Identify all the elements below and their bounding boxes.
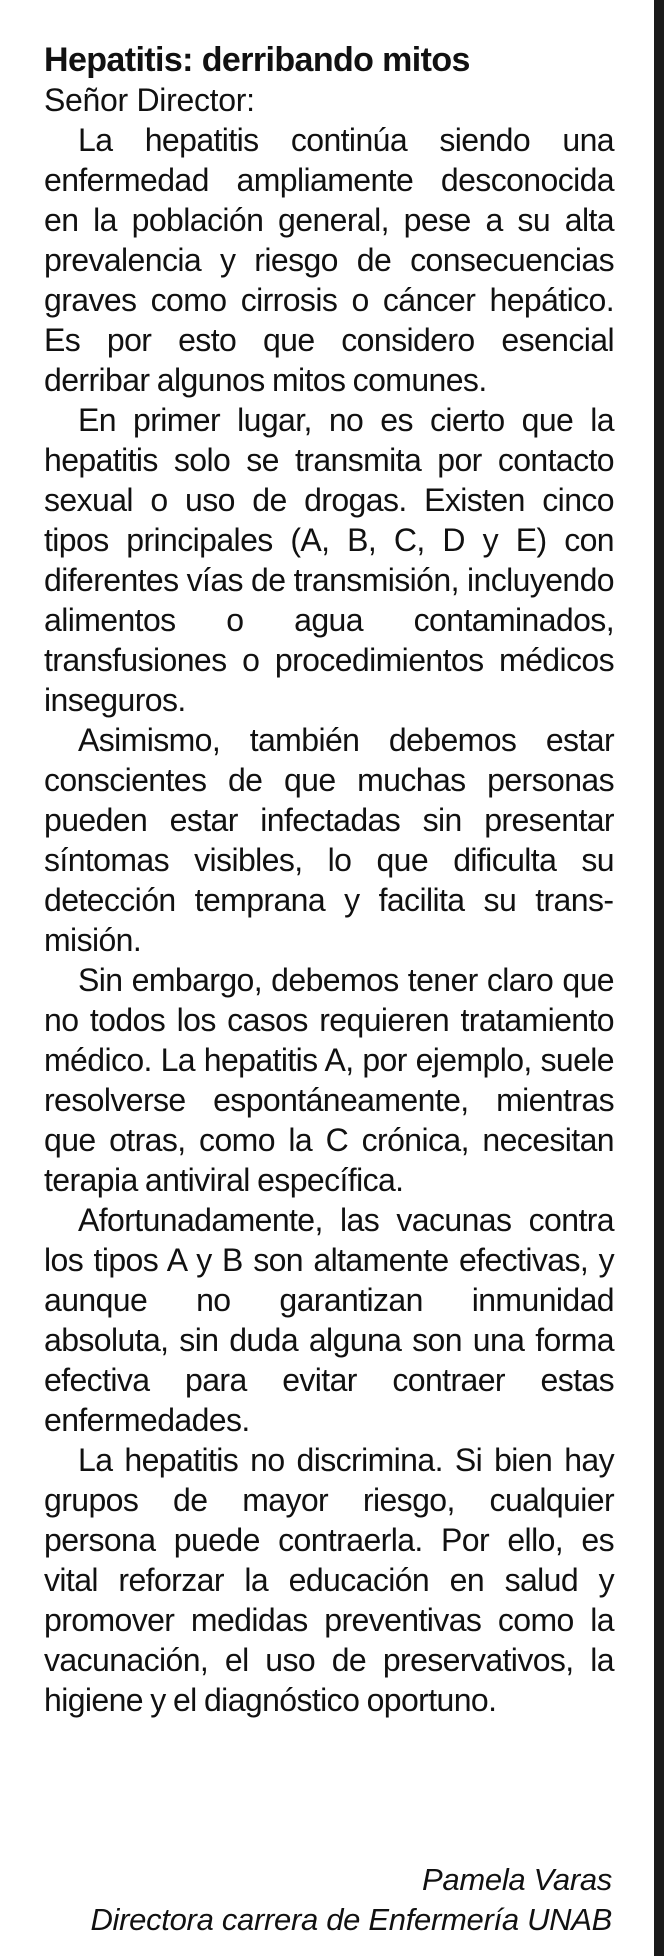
paragraph: Sin embargo, debemos tener claro que no todos los casos requieren tratamiento médico. La hepatitis A, por ejemplo, suele resolverse espontáneamente, mientras que otras, como la C crónica, necesitan terapia antiviral específica. xyxy=(44,962,614,1198)
paragraph: Afortunadamente, las vacunas contra los tipos A y B son altamente efectivas, y aunque no garantizan inmunidad absoluta, sin duda alguna son una forma efectiva para evitar contraer estas enfermedades. xyxy=(44,1202,614,1438)
letter-title: Hepatitis: derribando mitos xyxy=(44,41,470,79)
column-rule xyxy=(654,0,664,1956)
salutation: Señor Director: xyxy=(44,82,255,118)
signature-block xyxy=(90,1860,612,1940)
paragraph: La hepatitis no discrimina. Si bien hay grupos de mayor riesgo, cualquier persona puede contraerla. Por ello, es vital reforzar la educación en salud y promover medidas preventivas como la vacunación, el uso de preservativos, la higiene y el diagnóstico oportuno. xyxy=(44,1442,614,1718)
paragraph: Asimismo, también debemos estar conscientes de que muchas personas pueden estar infectadas sin presentar síntomas visibles, lo que dificulta su detección temprana y facilita su transmisión. xyxy=(44,722,614,958)
author-role: Directora carrera de Enfermería UNAB xyxy=(90,1902,612,1937)
letter-column xyxy=(44,40,614,1720)
paragraph: La hepatitis continúa siendo una enfermedad ampliamente desconocida en la población general, pese a su alta prevalencia y riesgo de consecuencias graves como cirrosis o cáncer hepático. Es por esto que considero esencial derribar algunos mitos comunes. xyxy=(44,122,614,398)
paragraph: En primer lugar, no es cierto que la hepatitis solo se transmita por contacto sexual o uso de drogas. Existen cinco tipos principales (A, B, C, D y E) con diferentes vías de transmisión, incluyendo alimentos o agua contaminados, transfusiones o procedimientos médicos inseguros. xyxy=(44,402,614,718)
author-name: Pamela Varas xyxy=(422,1862,612,1897)
